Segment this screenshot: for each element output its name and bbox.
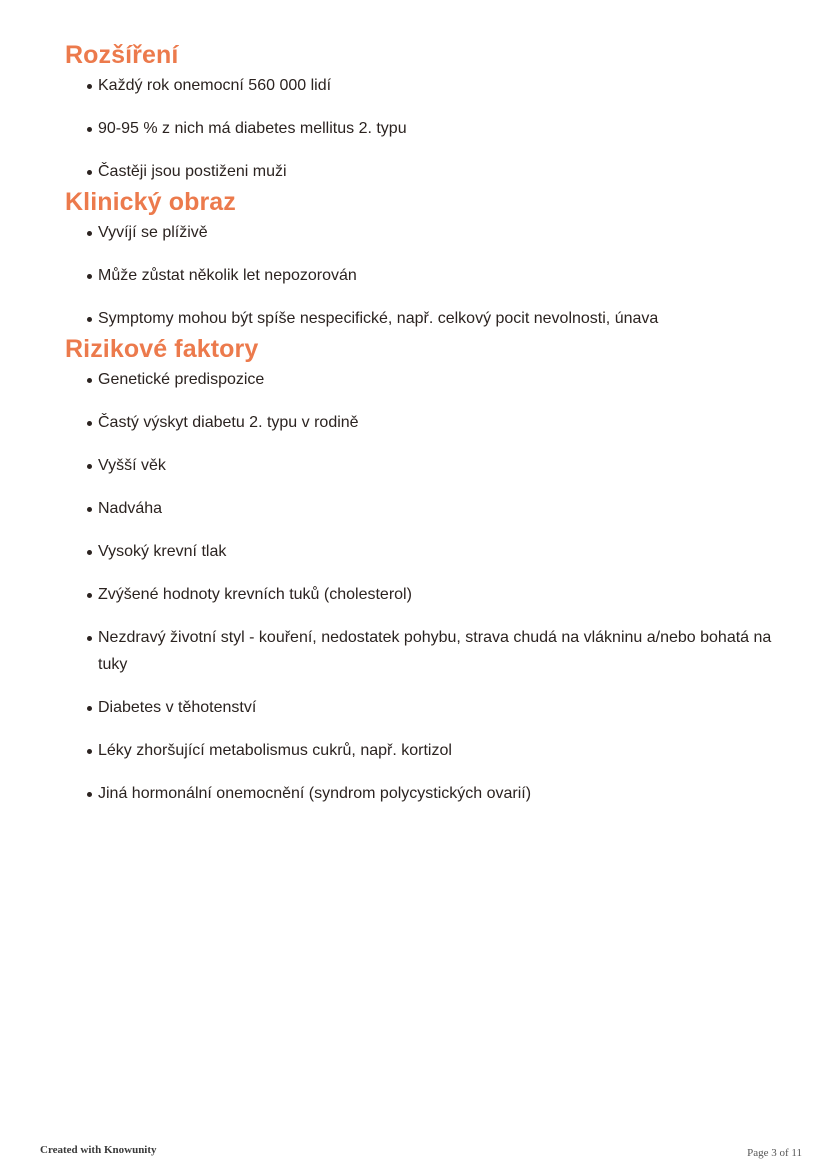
bullet-list-rozsireni: [65, 72, 785, 185]
list-item: Jiná hormonální onemocnění (syndrom polycystických ovarií): [87, 780, 785, 807]
list-item: Symptomy mohou být spíše nespecifické, např. celkový pocit nevolnosti, únava: [87, 305, 785, 332]
list-item: Každý rok onemocní 560 000 lidí: [87, 72, 785, 99]
list-item: Diabetes v těhotenství: [87, 694, 785, 721]
section-title-klinicky-obraz: Klinický obraz: [65, 188, 236, 216]
document-content: [65, 38, 785, 807]
list-item: Zvýšené hodnoty krevních tuků (cholesterol): [87, 581, 785, 608]
list-item: Nadváha: [87, 495, 785, 522]
list-item: Častěji jsou postiženi muži: [87, 158, 785, 185]
list-item: Vyšší věk: [87, 452, 785, 479]
list-item: Může zůstat několik let nepozorován: [87, 262, 785, 289]
section-title-rozsireni: Rozšíření: [65, 41, 179, 69]
list-item: Léky zhoršující metabolismus cukrů, např. kortizol: [87, 737, 785, 764]
list-item: Genetické predispozice: [87, 366, 785, 393]
bullet-list-rizikove-faktory: [65, 366, 785, 807]
list-item: Častý výskyt diabetu 2. typu v rodině: [87, 409, 785, 436]
footer-page-number: Page 3 of 11: [747, 1147, 802, 1159]
bullet-list-klinicky-obraz: [65, 219, 785, 332]
footer-created-with: Created with Knowunity: [40, 1144, 157, 1156]
section-title-rizikove-faktory: Rizikové faktory: [65, 335, 259, 363]
list-item: Vyvíjí se plíživě: [87, 219, 785, 246]
list-item: Nezdravý životní styl - kouření, nedostatek pohybu, strava chudá na vlákninu a/nebo bohatá na tuky: [87, 624, 785, 678]
list-item: 90-95 % z nich má diabetes mellitus 2. typu: [87, 115, 785, 142]
list-item: Vysoký krevní tlak: [87, 538, 785, 565]
